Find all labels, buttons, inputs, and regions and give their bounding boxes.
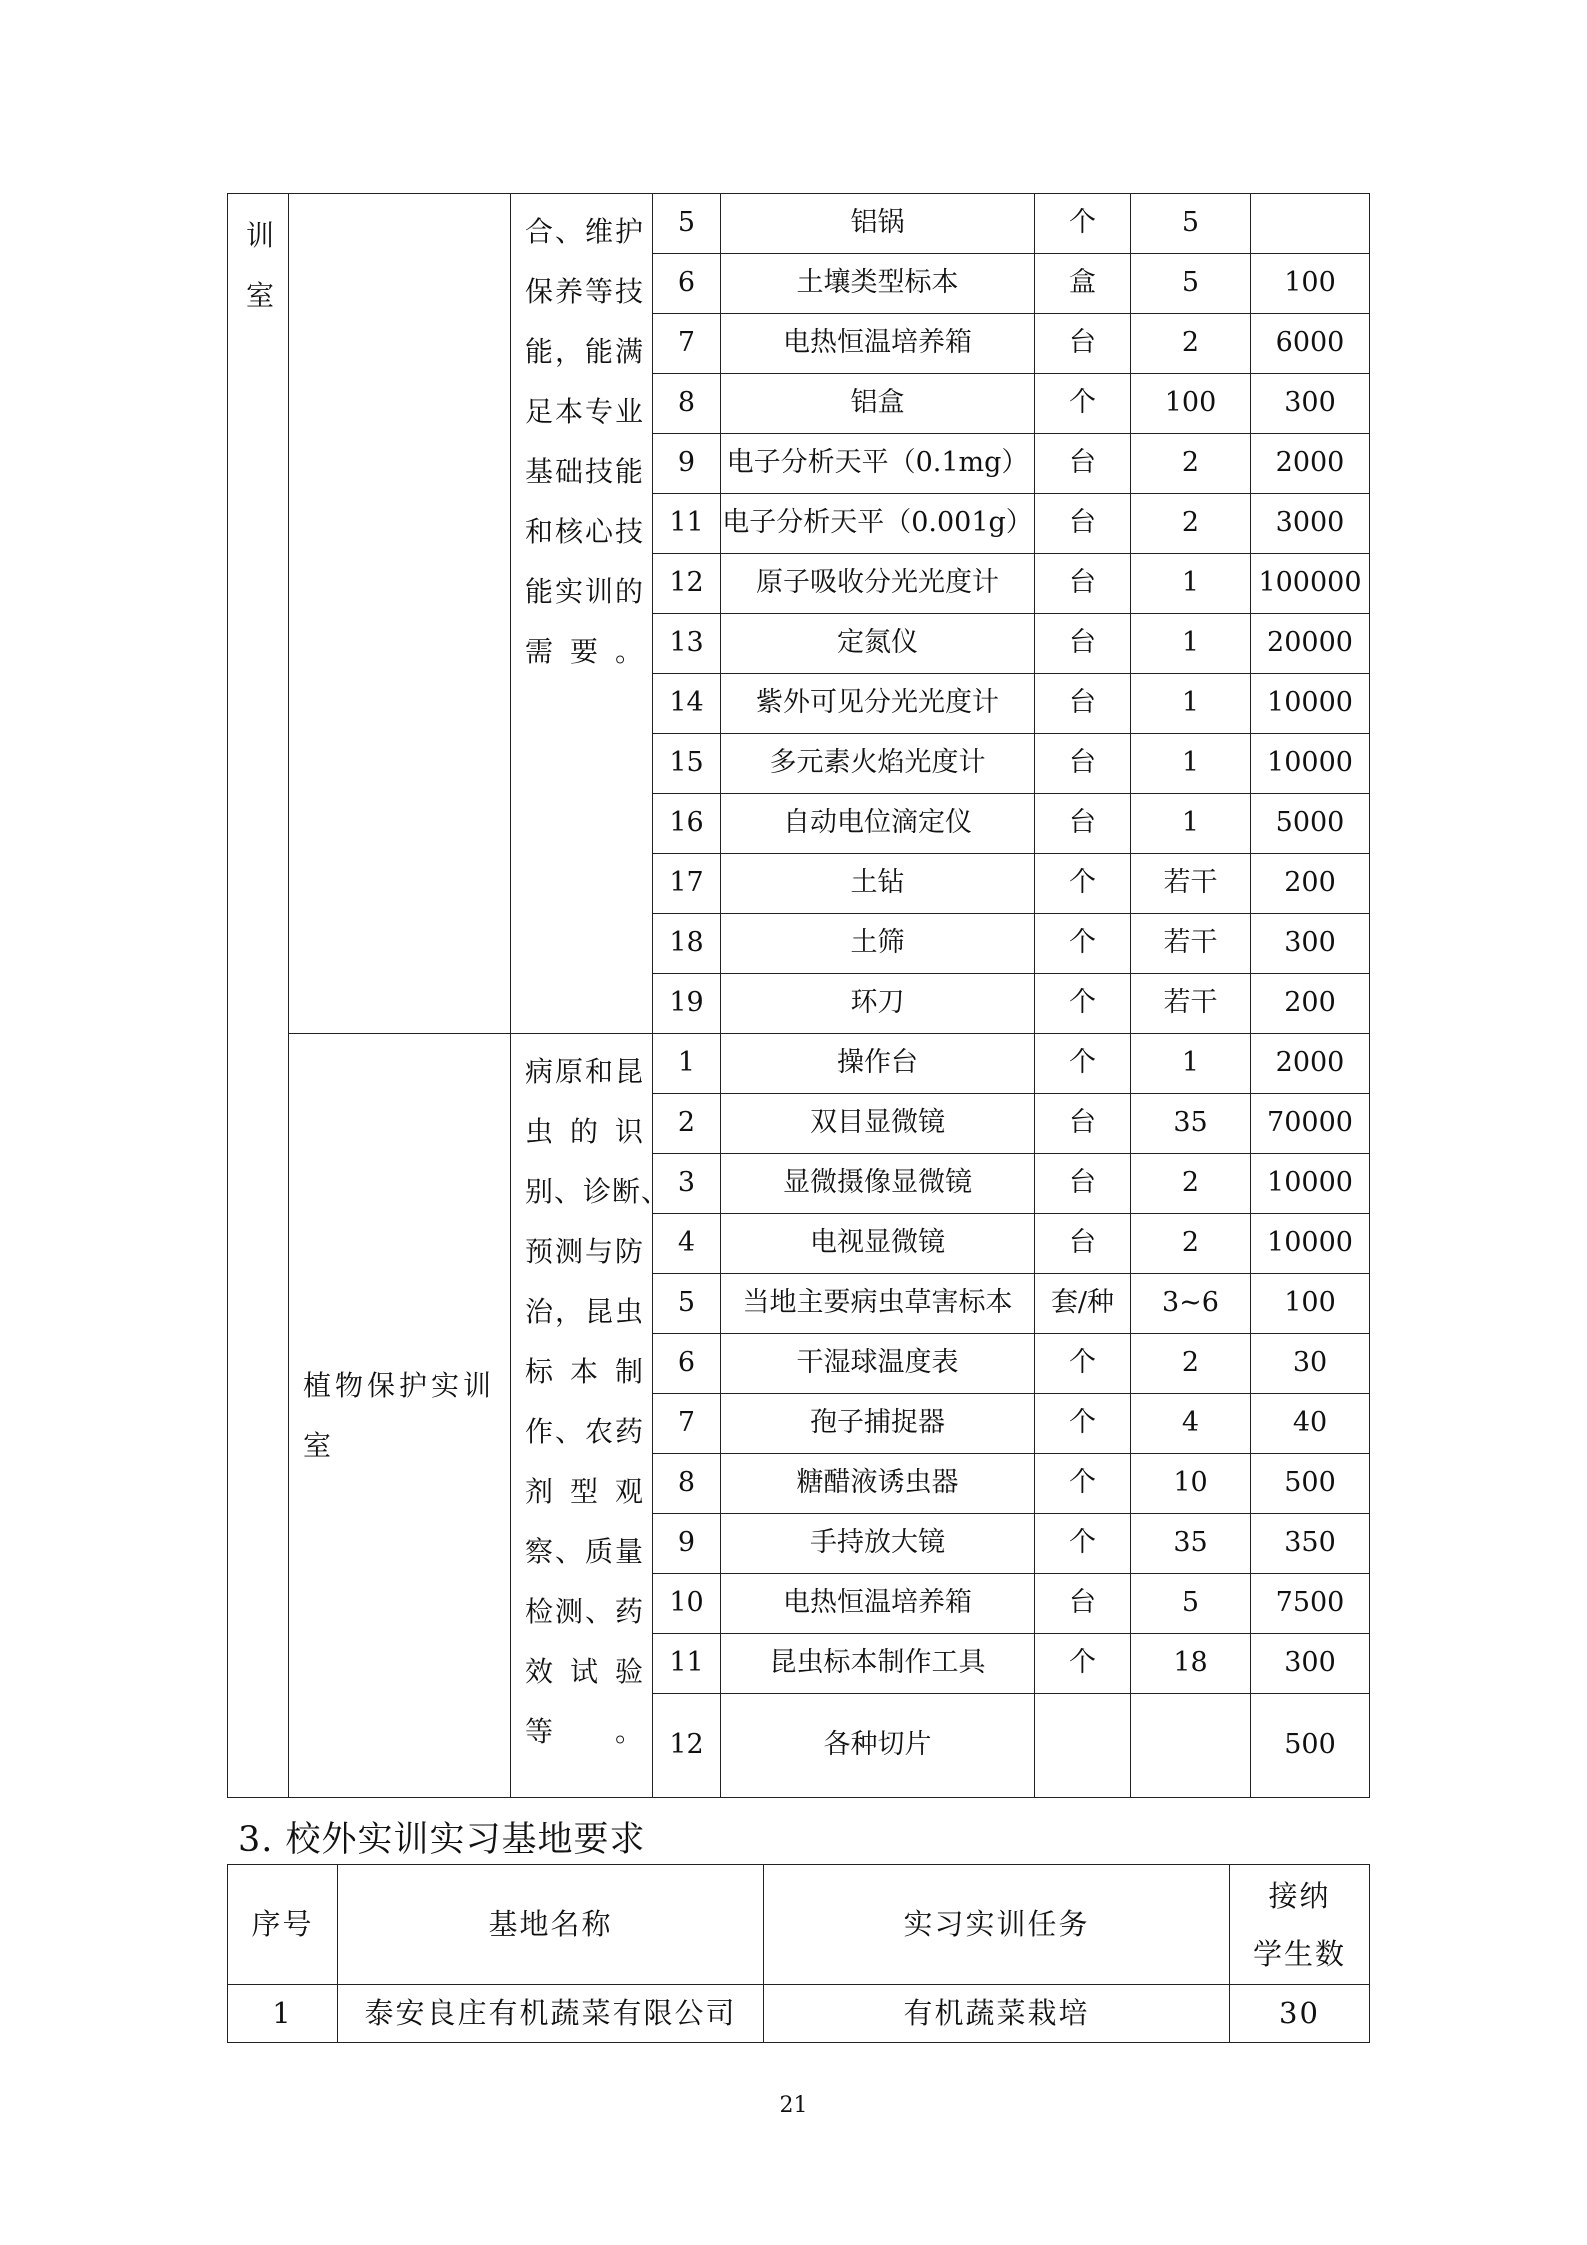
- purpose-line: 能实训的: [525, 575, 644, 608]
- purpose-line: 剂 型 观: [525, 1475, 644, 1508]
- item-name: 当地主要病虫草害标本: [721, 1274, 1035, 1334]
- purpose-line: 需要。: [525, 635, 644, 668]
- item-unit: 个: [1035, 974, 1131, 1034]
- item-no: 2: [653, 1094, 721, 1154]
- item-no: 14: [653, 674, 721, 734]
- item-qty: 1: [1131, 614, 1251, 674]
- item-no: 10: [653, 1574, 721, 1634]
- item-name: 自动电位滴定仪: [721, 794, 1035, 854]
- item-name: 电子分析天平（0.1mg）: [721, 434, 1035, 494]
- item-name: 各种切片: [721, 1694, 1035, 1798]
- item-qty: 若干: [1131, 974, 1251, 1034]
- item-price: 7500: [1251, 1574, 1370, 1634]
- item-qty: 2: [1131, 1214, 1251, 1274]
- item-unit: 台: [1035, 1214, 1131, 1274]
- item-price: 200: [1251, 854, 1370, 914]
- room-name-line: 室: [303, 1428, 336, 1462]
- purpose-line: 足本专业: [525, 395, 644, 428]
- item-no: 12: [653, 554, 721, 614]
- item-unit: 台: [1035, 434, 1131, 494]
- item-no: 7: [653, 314, 721, 374]
- item-qty: [1131, 1694, 1251, 1798]
- item-no: 9: [653, 434, 721, 494]
- item-unit: 个: [1035, 1394, 1131, 1454]
- item-name: 双目显微镜: [721, 1094, 1035, 1154]
- item-no: 11: [653, 1634, 721, 1694]
- item-name: 多元素火焰光度计: [721, 734, 1035, 794]
- purpose-line: 标 本 制: [525, 1355, 644, 1388]
- item-qty: 18: [1131, 1634, 1251, 1694]
- item-name: 显微摄像显微镜: [721, 1154, 1035, 1214]
- base-name: 泰安良庄有机蔬菜有限公司: [338, 1985, 764, 2043]
- item-name: 电视显微镜: [721, 1214, 1035, 1274]
- base-table-header-row: [228, 1865, 1370, 1985]
- item-qty: 4: [1131, 1394, 1251, 1454]
- item-no: 8: [653, 1454, 721, 1514]
- item-unit: 个: [1035, 194, 1131, 254]
- item-name: 铝盒: [721, 374, 1035, 434]
- item-qty: 5: [1131, 1574, 1251, 1634]
- item-no: 4: [653, 1214, 721, 1274]
- item-qty: 5: [1131, 254, 1251, 314]
- item-qty: 2: [1131, 434, 1251, 494]
- item-price: 350: [1251, 1514, 1370, 1574]
- item-unit: 个: [1035, 1454, 1131, 1514]
- item-qty: 2: [1131, 1334, 1251, 1394]
- item-price: 100: [1251, 254, 1370, 314]
- item-no: 9: [653, 1514, 721, 1574]
- purpose-line: 预测与防: [525, 1235, 644, 1268]
- item-price: 20000: [1251, 614, 1370, 674]
- item-no: 5: [653, 194, 721, 254]
- training-base-table: [227, 1864, 1370, 2043]
- purpose-line: 合、维护: [525, 215, 644, 248]
- purpose-cell: [511, 194, 653, 1034]
- item-price: 300: [1251, 1634, 1370, 1694]
- item-qty: 5: [1131, 194, 1251, 254]
- base-no: 1: [228, 1985, 338, 2043]
- item-name: 土筛: [721, 914, 1035, 974]
- item-unit: 台: [1035, 314, 1131, 374]
- page-number: 21: [779, 2093, 808, 2118]
- header-no: 序号: [228, 1865, 338, 1985]
- purpose-line: 检测、药: [525, 1595, 644, 1628]
- item-unit: 个: [1035, 1634, 1131, 1694]
- item-name: 紫外可见分光光度计: [721, 674, 1035, 734]
- base-task: 有机蔬菜栽培: [764, 1985, 1230, 2043]
- item-price: 10000: [1251, 674, 1370, 734]
- item-no: 17: [653, 854, 721, 914]
- item-name: 电子分析天平（0.001g）: [721, 494, 1035, 554]
- item-price: 6000: [1251, 314, 1370, 374]
- item-unit: 个: [1035, 1514, 1131, 1574]
- item-unit: 套/种: [1035, 1274, 1131, 1334]
- room-type-char: 训: [246, 219, 277, 252]
- item-unit: 台: [1035, 554, 1131, 614]
- item-unit: 台: [1035, 494, 1131, 554]
- item-qty: 2: [1131, 494, 1251, 554]
- item-price: 300: [1251, 374, 1370, 434]
- item-qty: 35: [1131, 1094, 1251, 1154]
- item-qty: 1: [1131, 1034, 1251, 1094]
- item-unit: 个: [1035, 374, 1131, 434]
- item-unit: 台: [1035, 1154, 1131, 1214]
- item-price: 30: [1251, 1334, 1370, 1394]
- item-qty: 1: [1131, 794, 1251, 854]
- item-price: 100000: [1251, 554, 1370, 614]
- item-no: 13: [653, 614, 721, 674]
- item-no: 16: [653, 794, 721, 854]
- purpose-line: 效 试 验: [525, 1655, 644, 1688]
- item-price: 500: [1251, 1694, 1370, 1798]
- section-heading: 3. 校外实训实习基地要求: [238, 1820, 646, 1860]
- item-price: 100: [1251, 1274, 1370, 1334]
- item-no: 19: [653, 974, 721, 1034]
- item-no: 15: [653, 734, 721, 794]
- item-price: 10000: [1251, 734, 1370, 794]
- item-price: 500: [1251, 1454, 1370, 1514]
- item-unit: 盒: [1035, 254, 1131, 314]
- item-qty: 1: [1131, 674, 1251, 734]
- purpose-line: 和核心技: [525, 515, 644, 548]
- item-qty: 35: [1131, 1514, 1251, 1574]
- purpose-line: 察、质量: [525, 1535, 644, 1568]
- item-unit: 台: [1035, 734, 1131, 794]
- room-type-char: 室: [246, 279, 277, 312]
- item-name: 原子吸收分光光度计: [721, 554, 1035, 614]
- item-no: 6: [653, 254, 721, 314]
- item-name: 定氮仪: [721, 614, 1035, 674]
- item-price: 200: [1251, 974, 1370, 1034]
- room-name-cell: [289, 194, 511, 1034]
- item-name: 干湿球温度表: [721, 1334, 1035, 1394]
- item-name: 土钻: [721, 854, 1035, 914]
- item-no: 8: [653, 374, 721, 434]
- header-base-name: 基地名称: [338, 1865, 764, 1985]
- item-unit: [1035, 1694, 1131, 1798]
- table-row: [228, 1034, 1370, 1094]
- item-no: 12: [653, 1694, 721, 1798]
- purpose-cell: [511, 1034, 671, 1798]
- item-no: 11: [653, 494, 721, 554]
- purpose-line: 病原和昆: [525, 1055, 644, 1088]
- item-unit: 台: [1035, 794, 1131, 854]
- item-name: 昆虫标本制作工具: [721, 1634, 1035, 1694]
- item-name: 手持放大镜: [721, 1514, 1035, 1574]
- item-price: 40: [1251, 1394, 1370, 1454]
- item-price: 2000: [1251, 434, 1370, 494]
- item-unit: 个: [1035, 1334, 1131, 1394]
- item-no: 5: [653, 1274, 721, 1334]
- item-name: 电热恒温培养箱: [721, 314, 1035, 374]
- item-unit: 台: [1035, 674, 1131, 734]
- header-capacity-line1: 接纳: [1268, 1878, 1331, 1913]
- item-price: 70000: [1251, 1094, 1370, 1154]
- item-name: 环刀: [721, 974, 1035, 1034]
- header-capacity: [1230, 1865, 1370, 1985]
- purpose-line: 别、诊断、: [525, 1175, 671, 1208]
- table-row: [228, 194, 1370, 254]
- purpose-line: 保养等技: [525, 275, 644, 308]
- item-no: 1: [653, 1034, 721, 1094]
- item-qty: 2: [1131, 314, 1251, 374]
- item-price: [1251, 194, 1370, 254]
- item-qty: 1: [1131, 734, 1251, 794]
- header-capacity-line2: 学生数: [1252, 1936, 1346, 1971]
- item-name: 电热恒温培养箱: [721, 1574, 1035, 1634]
- item-name: 糖醋液诱虫器: [721, 1454, 1035, 1514]
- item-no: 7: [653, 1394, 721, 1454]
- header-task: 实习实训任务: [764, 1865, 1230, 1985]
- item-no: 3: [653, 1154, 721, 1214]
- base-capacity: 30: [1230, 1985, 1370, 2043]
- item-unit: 台: [1035, 1094, 1131, 1154]
- purpose-line: 能，能满: [525, 335, 644, 368]
- item-qty: 2: [1131, 1154, 1251, 1214]
- item-price: 2000: [1251, 1034, 1370, 1094]
- item-qty: 3~6: [1131, 1274, 1251, 1334]
- purpose-line: 基础技能: [525, 455, 644, 488]
- purpose-line: 虫 的 识: [525, 1115, 644, 1148]
- room-type-cell: [228, 194, 289, 1798]
- item-price: 10000: [1251, 1154, 1370, 1214]
- item-qty: 1: [1131, 554, 1251, 614]
- table-row: [228, 1985, 1370, 2043]
- equipment-table: [227, 193, 1370, 1798]
- item-name: 铝锅: [721, 194, 1035, 254]
- item-price: 3000: [1251, 494, 1370, 554]
- item-unit: 个: [1035, 914, 1131, 974]
- item-qty: 100: [1131, 374, 1251, 434]
- room-name-line: 植物保护实训: [303, 1368, 496, 1402]
- item-no: 18: [653, 914, 721, 974]
- purpose-line: 作、农药: [525, 1415, 644, 1448]
- item-unit: 台: [1035, 1574, 1131, 1634]
- item-qty: 若干: [1131, 854, 1251, 914]
- item-unit: 个: [1035, 854, 1131, 914]
- item-unit: 个: [1035, 1034, 1131, 1094]
- item-no: 6: [653, 1334, 721, 1394]
- item-name: 操作台: [721, 1034, 1035, 1094]
- purpose-line: 治，昆虫: [525, 1295, 644, 1328]
- item-price: 300: [1251, 914, 1370, 974]
- room-name-cell: [289, 1034, 511, 1798]
- purpose-line: 等。: [525, 1715, 644, 1748]
- item-price: 10000: [1251, 1214, 1370, 1274]
- item-price: 5000: [1251, 794, 1370, 854]
- item-qty: 10: [1131, 1454, 1251, 1514]
- item-name: 土壤类型标本: [721, 254, 1035, 314]
- item-name: 孢子捕捉器: [721, 1394, 1035, 1454]
- item-unit: 台: [1035, 614, 1131, 674]
- item-qty: 若干: [1131, 914, 1251, 974]
